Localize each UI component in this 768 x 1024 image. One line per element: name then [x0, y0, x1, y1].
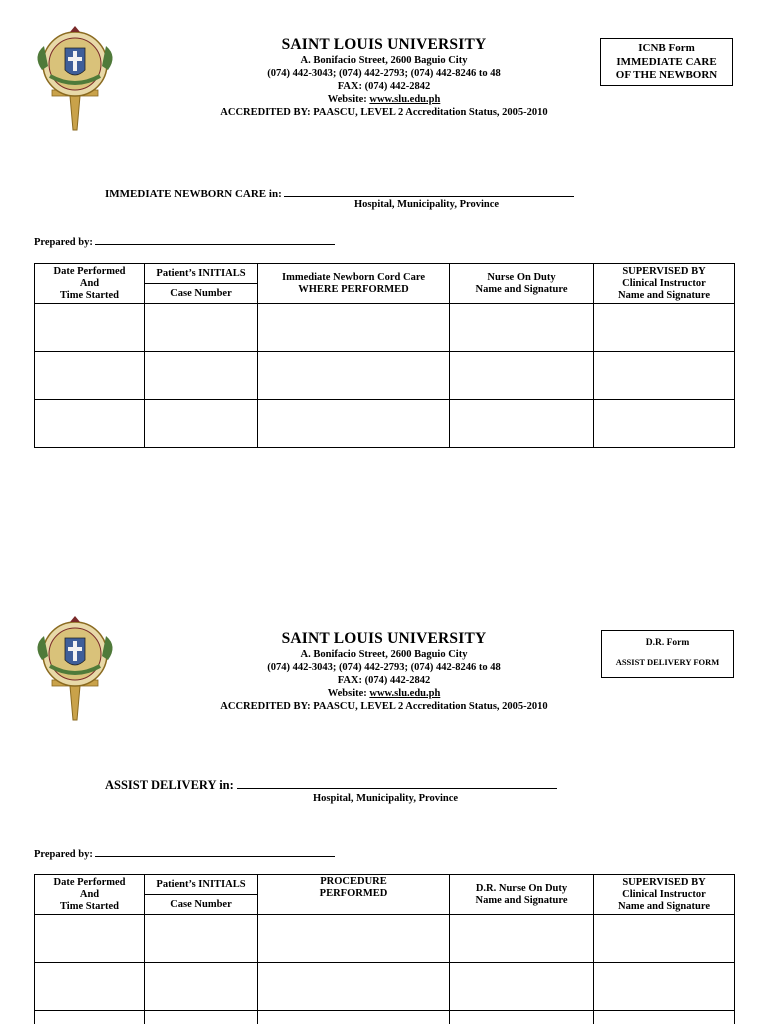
place-label: IMMEDIATE NEWBORN CARE in: [105, 188, 279, 200]
table-row: [35, 400, 735, 448]
university-name: SAINT LOUIS UNIVERSITY: [281, 36, 487, 53]
dr-table: [34, 874, 735, 1024]
form-title: ASSIST DELIVERY FORM: [615, 657, 720, 667]
university-fax: FAX: (074) 442-2842: [337, 81, 431, 92]
university-fax: FAX: (074) 442-2842: [337, 675, 431, 686]
website-link[interactable]: www.slu.edu.ph: [369, 94, 441, 105]
form-code-box: [601, 630, 734, 678]
table-row: [35, 915, 735, 963]
form-code: D.R. Form: [645, 638, 690, 648]
website-label: Website:: [327, 94, 370, 105]
table-header-row: [35, 264, 735, 284]
table-cell[interactable]: [594, 963, 735, 1011]
table-cell[interactable]: [594, 400, 735, 448]
table-cell[interactable]: [594, 352, 735, 400]
table-row: [35, 1011, 735, 1024]
table-cell[interactable]: [145, 915, 258, 963]
table-cell[interactable]: [258, 352, 450, 400]
prepared-by-input-line[interactable]: [95, 848, 335, 857]
form-code: ICNB Form: [638, 42, 695, 54]
university-seal-icon: [32, 616, 118, 724]
table-cell[interactable]: [145, 1011, 258, 1024]
prepared-by-input-line[interactable]: [95, 236, 335, 245]
university-header: [160, 36, 608, 119]
university-website: [160, 687, 608, 700]
university-accreditation: ACCREDITED BY: PAASCU, LEVEL 2 Accreditation Status, 2005-2010: [220, 701, 548, 712]
prepared-by-field: [34, 848, 335, 860]
col-supervisor-header: SUPERVISED BY Clinical Instructor Name and Signature: [594, 264, 735, 304]
place-input-line[interactable]: [237, 779, 557, 789]
col-date-header: Date Performed And Time Started: [35, 264, 145, 304]
col-initials-header: Patient’s INITIALS: [145, 264, 258, 284]
col-date-header: Date Performed And Time Started: [35, 875, 145, 915]
university-phones: (074) 442-3043; (074) 442-2793; (074) 442-8246 to 48: [267, 662, 501, 673]
prepared-by-label: Prepared by:: [34, 849, 93, 860]
col-supervisor-header: SUPERVISED BY Clinical Instructor Name and Signature: [594, 875, 735, 915]
table-row: [35, 352, 735, 400]
table-cell[interactable]: [258, 1011, 450, 1024]
table-cell[interactable]: [145, 304, 258, 352]
place-field: IMMEDIATE NEWBORN CARE in: Hospital, Municipality, Province: [105, 184, 574, 202]
table-row: [35, 963, 735, 1011]
col-nurse-header: D.R. Nurse On Duty Name and Signature: [450, 875, 594, 915]
form-title-line1: IMMEDIATE CARE: [616, 55, 717, 68]
table-cell[interactable]: [594, 1011, 735, 1024]
website-label: Website:: [327, 688, 370, 699]
university-address: A. Bonifacio Street, 2600 Baguio City: [300, 55, 468, 66]
university-seal-icon: [32, 26, 118, 134]
table-cell[interactable]: [35, 963, 145, 1011]
col-case-number-header: Case Number: [145, 895, 258, 915]
col-cord-care-header: Immediate Newborn Cord Care WHERE PERFORMED: [258, 264, 450, 304]
table-cell[interactable]: [145, 352, 258, 400]
university-header: [160, 630, 608, 713]
place-sublabel: Hospital, Municipality, Province: [313, 793, 459, 804]
table-cell[interactable]: [35, 352, 145, 400]
table-cell[interactable]: [145, 963, 258, 1011]
table-cell[interactable]: [35, 400, 145, 448]
university-name: SAINT LOUIS UNIVERSITY: [281, 630, 487, 647]
university-accreditation: ACCREDITED BY: PAASCU, LEVEL 2 Accreditation Status, 2005-2010: [220, 107, 548, 118]
university-address: A. Bonifacio Street, 2600 Baguio City: [300, 649, 468, 660]
place-input-line[interactable]: [284, 187, 574, 197]
col-nurse-header: Nurse On Duty Name and Signature: [450, 264, 594, 304]
table-cell[interactable]: [450, 963, 594, 1011]
table-row: [35, 304, 735, 352]
col-case-number-header: Case Number: [145, 284, 258, 304]
table-cell[interactable]: [450, 1011, 594, 1024]
form-title-line2: OF THE NEWBORN: [615, 69, 718, 81]
table-cell[interactable]: [258, 915, 450, 963]
table-cell[interactable]: [35, 915, 145, 963]
table-cell[interactable]: [35, 1011, 145, 1024]
table-cell[interactable]: [450, 304, 594, 352]
table-cell[interactable]: [594, 915, 735, 963]
icnb-table: [34, 263, 735, 448]
table-cell[interactable]: [258, 304, 450, 352]
table-cell[interactable]: [258, 400, 450, 448]
prepared-by-field: [34, 236, 335, 248]
table-cell[interactable]: [258, 963, 450, 1011]
place-label: ASSIST DELIVERY in: [105, 778, 230, 792]
website-link[interactable]: www.slu.edu.ph: [369, 688, 441, 699]
col-procedure-header: PROCEDURE PERFORMED: [258, 875, 450, 915]
table-cell[interactable]: [594, 304, 735, 352]
form-code-box: [600, 38, 733, 86]
table-header-row: [35, 875, 735, 895]
table-cell[interactable]: [450, 400, 594, 448]
table-cell[interactable]: [35, 304, 145, 352]
place-sublabel: Hospital, Municipality, Province: [354, 199, 500, 210]
university-phones: (074) 442-3043; (074) 442-2793; (074) 442-8246 to 48: [267, 68, 501, 79]
place-field: ASSIST DELIVERY in: Hospital, Municipality, Province: [105, 776, 557, 794]
prepared-by-label: Prepared by:: [34, 237, 93, 248]
col-initials-header: Patient’s INITIALS: [145, 875, 258, 895]
table-cell[interactable]: [450, 915, 594, 963]
university-website: [160, 93, 608, 106]
table-cell[interactable]: [145, 400, 258, 448]
table-cell[interactable]: [450, 352, 594, 400]
